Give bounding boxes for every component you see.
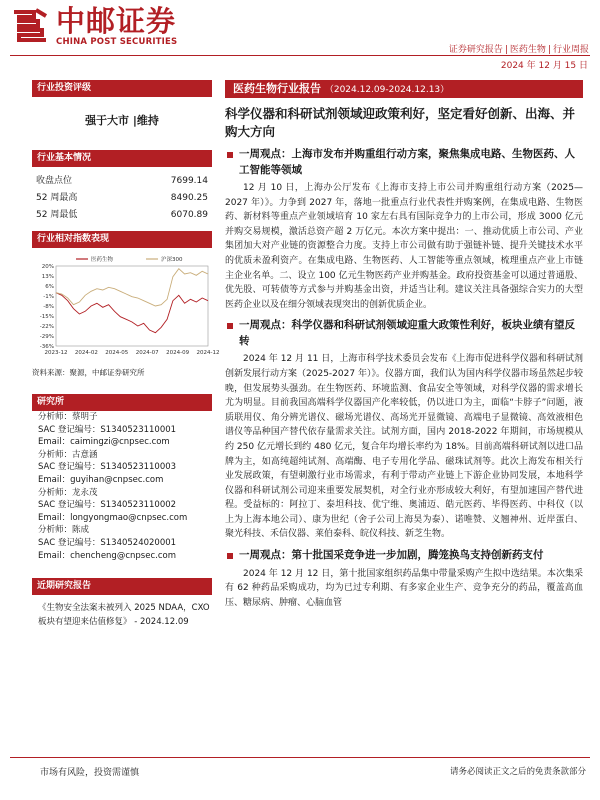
breadcrumb xyxy=(448,42,590,55)
breadcrumb-separator: | xyxy=(504,45,508,55)
y-tick-label: -29% xyxy=(39,334,54,340)
chart-section-title: 行业相对指数表现 xyxy=(32,231,212,248)
chart-source: 资料来源：聚源，中邮证券研究所 xyxy=(32,368,145,377)
left-sidebar xyxy=(32,80,220,629)
body-paragraph: 12 月 10 日，上海办公厅发布《上海市支持上市公司并购重组行动方案（2025—2027 年）》。力争到 2027 年，落地一批重点行业代表性并购案例，在集成电路、生物医药、新材料等重点产业领域培育 10 家左右具有国际竞争力的上市公司，形成 3000 亿元并购交易规模，激活总资产超 2 万亿元。本次方案中提出：一、推动优质上市公司、产业集团加大对产业链的资源整合力度。支持上市公司做有助于强链补链、提升关键技术水平的优质未盈利资产。在集成电路、生物医药、人工智能等重点领域，梳理重点产业上市链主企业名单。二、设立 100 亿元生物医药产业并购基金。政府投资基金可以通过普通股、优先股、可转债等方式参与并购基金出资，并适当让利。建议关注具备强综合实力的大型医药企业以及在细分领域表现突出的创新优质企业。 xyxy=(225,183,583,310)
section-bullet xyxy=(225,318,583,349)
y-tick-label: 13% xyxy=(41,274,54,280)
x-tick-label: 2023-12 xyxy=(44,350,68,356)
analyst-name: 分析师：陈成 xyxy=(38,525,90,536)
bullet-square-icon xyxy=(227,323,233,329)
section-bullet xyxy=(225,147,583,178)
breadcrumb-item: 医药生物 xyxy=(509,45,546,55)
stat-label: 52 周最低 xyxy=(36,210,78,220)
x-tick-label: 2024-09 xyxy=(166,350,190,356)
section-heading: 一周观点：上海市发布并购重组行动方案，聚焦集成电路、生物医药、人工智能等领域 xyxy=(239,148,575,176)
footer-disclaimer: 请务必阅读正文之后的免责条款部分 xyxy=(449,767,586,777)
analyst-sac: SAC 登记编号：S1340523110001 xyxy=(38,424,177,435)
stat-row xyxy=(32,207,212,224)
basic-info-section-title: 行业基本情况 xyxy=(32,150,212,167)
breadcrumb-separator: | xyxy=(547,45,551,55)
china-post-logo-icon xyxy=(10,6,50,46)
relative-index-chart-svg xyxy=(32,252,220,364)
brand-name-cn: 中邮证券 xyxy=(56,4,177,38)
y-tick-label: -15% xyxy=(39,314,54,320)
industry-rating: 强于大市 |维持 xyxy=(85,114,159,127)
bullet-square-icon xyxy=(227,553,233,559)
report-title: 医药生物行业报告 xyxy=(233,82,321,95)
legend-label: 沪深300 xyxy=(161,257,183,263)
y-tick-label: -1% xyxy=(43,294,54,300)
report-range: （2024.12.09-2024.12.13） xyxy=(324,85,450,95)
section-bullet xyxy=(225,548,583,564)
analyst-email[interactable]: Email：guyihan@cnpsec.com xyxy=(38,474,164,485)
stat-row xyxy=(32,190,212,207)
analyst-name: 分析师：古意涵 xyxy=(38,449,98,460)
stat-row xyxy=(32,173,212,190)
brand-name-en: CHINA POST SECURITIES xyxy=(56,37,178,47)
analyst-email[interactable]: Email：chencheng@cnpsec.com xyxy=(38,550,176,561)
y-tick-label: 20% xyxy=(41,264,54,270)
analyst-sac: SAC 登记编号：S1340523110002 xyxy=(38,500,177,511)
report-date: 2024 年 12 月 15 日 xyxy=(500,61,588,71)
x-tick-label: 2024-12 xyxy=(196,350,220,356)
section-heading: 一周观点：科学仪器和科研试剂领域迎重大政策性利好，板块业绩有望反转 xyxy=(239,319,575,347)
body-paragraph: 2024 年 12 月 12 日，第十批国家组织药品集中带量采购产生拟中选结果。本次集采有 62 种药品采购成功，均为已过专利期、有多家企业生产、竞争充分的药品，覆盖高血压、糖尿病、肿瘤、心脑血管 xyxy=(225,568,583,608)
stat-value: 6070.89 xyxy=(170,210,208,220)
stat-value: 7699.14 xyxy=(170,176,208,186)
analyst-name: 分析师：蔡明子 xyxy=(38,412,98,422)
y-tick-label: 6% xyxy=(45,284,54,290)
report-headline: 科学仪器和科研试剂领域迎政策利好，坚定看好创新、出海、并购大方向 xyxy=(225,106,576,139)
analyst-email[interactable]: Email：caimingzi@cnpsec.com xyxy=(38,437,170,448)
y-tick-label: -36% xyxy=(39,344,54,350)
footer-risk-note: 市场有风险，投资需谨慎 xyxy=(40,768,140,778)
recent-report-link[interactable]: 《生物安全法案未被列入 2025 NDAA，CXO 板块有望迎来估值修复》 - 2024.12.09 xyxy=(38,603,210,628)
main-content xyxy=(225,80,583,610)
relative-index-chart xyxy=(32,252,220,364)
series-line xyxy=(56,293,208,333)
x-tick-label: 2024-05 xyxy=(105,350,129,356)
report-title-bar xyxy=(225,80,583,98)
analyst-sac: SAC 登记编号：S1340523110003 xyxy=(38,462,177,473)
analyst-section-title: 研究所 xyxy=(32,394,212,411)
footer-divider xyxy=(10,757,590,758)
analyst-email[interactable]: Email：longyongmao@cnpsec.com xyxy=(38,512,188,523)
x-tick-label: 2024-02 xyxy=(74,350,98,356)
breadcrumb-item: 证券研究报告 xyxy=(448,45,503,55)
y-tick-label: -8% xyxy=(43,304,54,310)
stat-label: 收盘点位 xyxy=(36,176,73,186)
analyst-name: 分析师：龙永茂 xyxy=(38,487,98,498)
recent-reports-section-title: 近期研究报告 xyxy=(32,578,212,595)
breadcrumb-item: 行业周报 xyxy=(552,45,589,55)
section-heading: 一周观点：第十批国采竞争进一步加剧，腾笼换鸟支持创新药支付 xyxy=(239,549,544,562)
y-tick-label: -22% xyxy=(39,324,54,330)
bullet-square-icon xyxy=(227,152,233,158)
page-header xyxy=(0,0,600,72)
chart-frame xyxy=(56,266,208,346)
header-divider xyxy=(10,55,590,56)
stat-value: 8490.25 xyxy=(170,193,208,203)
series-line xyxy=(56,269,208,306)
stats-table xyxy=(32,173,212,224)
body-paragraph: 2024 年 12 月 11 日，上海市科学技术委员会发布《上海市促进科学仪器和科研试剂创新发展行动方案（2025-2027 年）》。仪器方面，我们认为国内科学仪器市场虽然起步较晚，但发展势头强劲。在生物医药、环境监测、食品安全等领域，对科学仪器的需求增长尤为明显。目前我国高端科学仪器国产化率较低，仍以进口为主，面临“卡脖子”问题，液质联用仪、角分辨光谱仪、磁场光谱仪、高场光开显微镜、高端电子显微镜、高效液相色谱仪等品种国产替代依存量需求关注。试剂方面，国内 2018-2022 年期间，市场规模从约 250 亿元增长到约 480 亿元，复合年均增长率约为 18%。目前高端科研试剂以进口品牌为主，如高纯超纯试剂、高端酶、电子专用化学品、磁珠试剂等。此次上海发布相关行业发展政策，有望刺激行业市场需求，有利于带动产业链上下游企业协同发展，本地科学仪器和科研试剂公司迎来重要发展契机，对全行业亦形成较大利好，有望加速国产替代进程。受益标的：阿拉丁、泰坦科技、优宁维、奥浦迈、皓元医药、毕得医药、中科仪（以上为上海本地公司）、康为世纪（舍子公司上海昊为泰）、诺唯赞、义翘神州、近岸蛋白、聚光科技、禾信仪器、莱伯泰科、皖仪科技、新芝生物。 xyxy=(225,354,583,540)
analyst-sac: SAC 登记编号：S1340524020001 xyxy=(38,537,177,548)
brand-logo xyxy=(10,4,200,52)
analyst-list xyxy=(32,411,212,562)
x-tick-label: 2024-07 xyxy=(135,350,159,356)
rating-section-title: 行业投资评级 xyxy=(32,80,212,97)
stat-label: 52 周最高 xyxy=(36,193,78,203)
legend-label: 医药生物 xyxy=(91,257,114,263)
